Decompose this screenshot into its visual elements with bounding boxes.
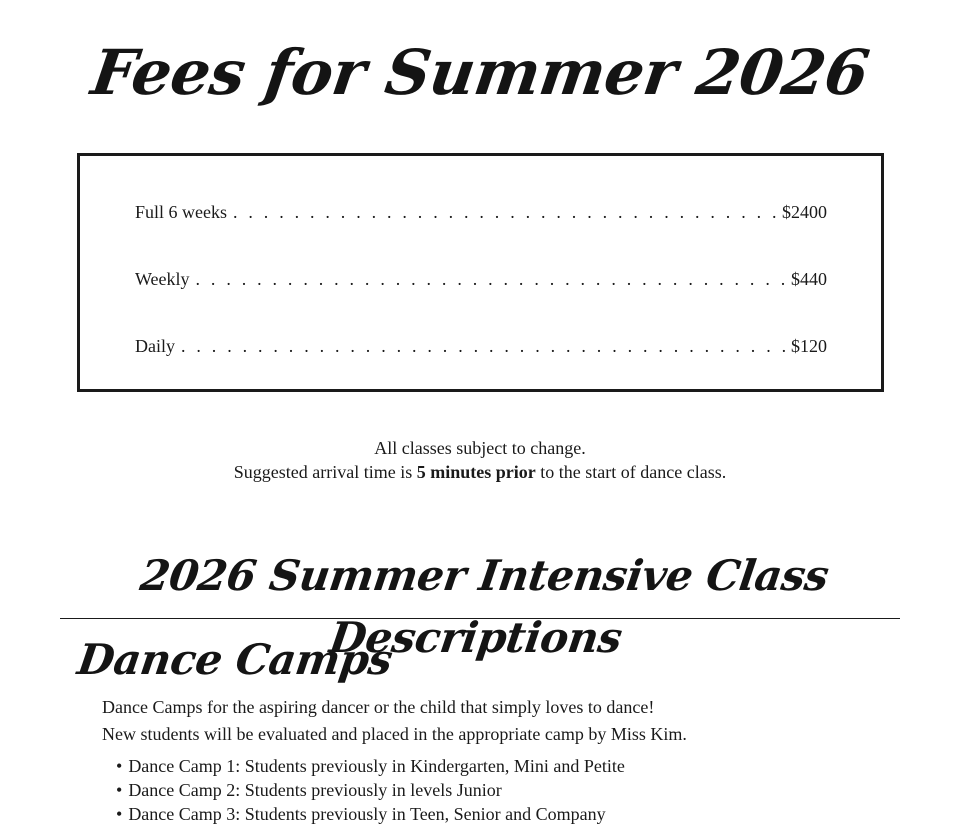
list-item: • Dance Camp 1: Students previously in Kindergarten, Mini and Petite bbox=[116, 754, 625, 778]
fee-price: $120 bbox=[791, 336, 827, 356]
fee-row-daily bbox=[135, 335, 827, 357]
fee-label: Daily bbox=[135, 336, 175, 356]
fee-price: $440 bbox=[791, 269, 827, 289]
divider bbox=[60, 618, 900, 619]
fee-label: Weekly bbox=[135, 269, 190, 289]
dot-leader bbox=[196, 268, 791, 290]
note-arrival-start: Suggested arrival time is bbox=[233, 462, 417, 482]
fees-table bbox=[77, 153, 884, 392]
note-arrival-emphasis: 5 minutes prior bbox=[416, 462, 536, 482]
note-change: All classes subject to change. bbox=[374, 438, 586, 458]
page-title: Fees for Summer 2026 bbox=[87, 36, 873, 109]
dot-leader bbox=[233, 201, 782, 223]
fee-label: Full 6 weeks bbox=[135, 202, 227, 222]
fee-row-full bbox=[135, 201, 827, 223]
fee-row-weekly bbox=[135, 268, 827, 290]
dance-camps-intro bbox=[102, 694, 687, 748]
section-title: 2026 Summer Intensive Class Descriptions bbox=[137, 551, 832, 662]
notes bbox=[0, 436, 960, 484]
dot-leader bbox=[181, 335, 791, 357]
intro-line: New students will be evaluated and placed in the appropriate camp by Miss Kim. bbox=[102, 724, 687, 744]
note-arrival-end: to the start of dance class. bbox=[535, 462, 727, 482]
list-item: • Dance Camp 3: Students previously in Teen, Senior and Company bbox=[116, 802, 625, 826]
note-arrival bbox=[0, 460, 960, 484]
list-item: • Dance Camp 2: Students previously in levels Junior bbox=[116, 778, 625, 802]
dance-camps-heading: Dance Camps bbox=[74, 635, 396, 684]
dance-camps-list bbox=[116, 754, 625, 826]
intro-line: Dance Camps for the aspiring dancer or the child that simply loves to dance! bbox=[102, 697, 655, 717]
fee-price: $2400 bbox=[782, 202, 827, 222]
